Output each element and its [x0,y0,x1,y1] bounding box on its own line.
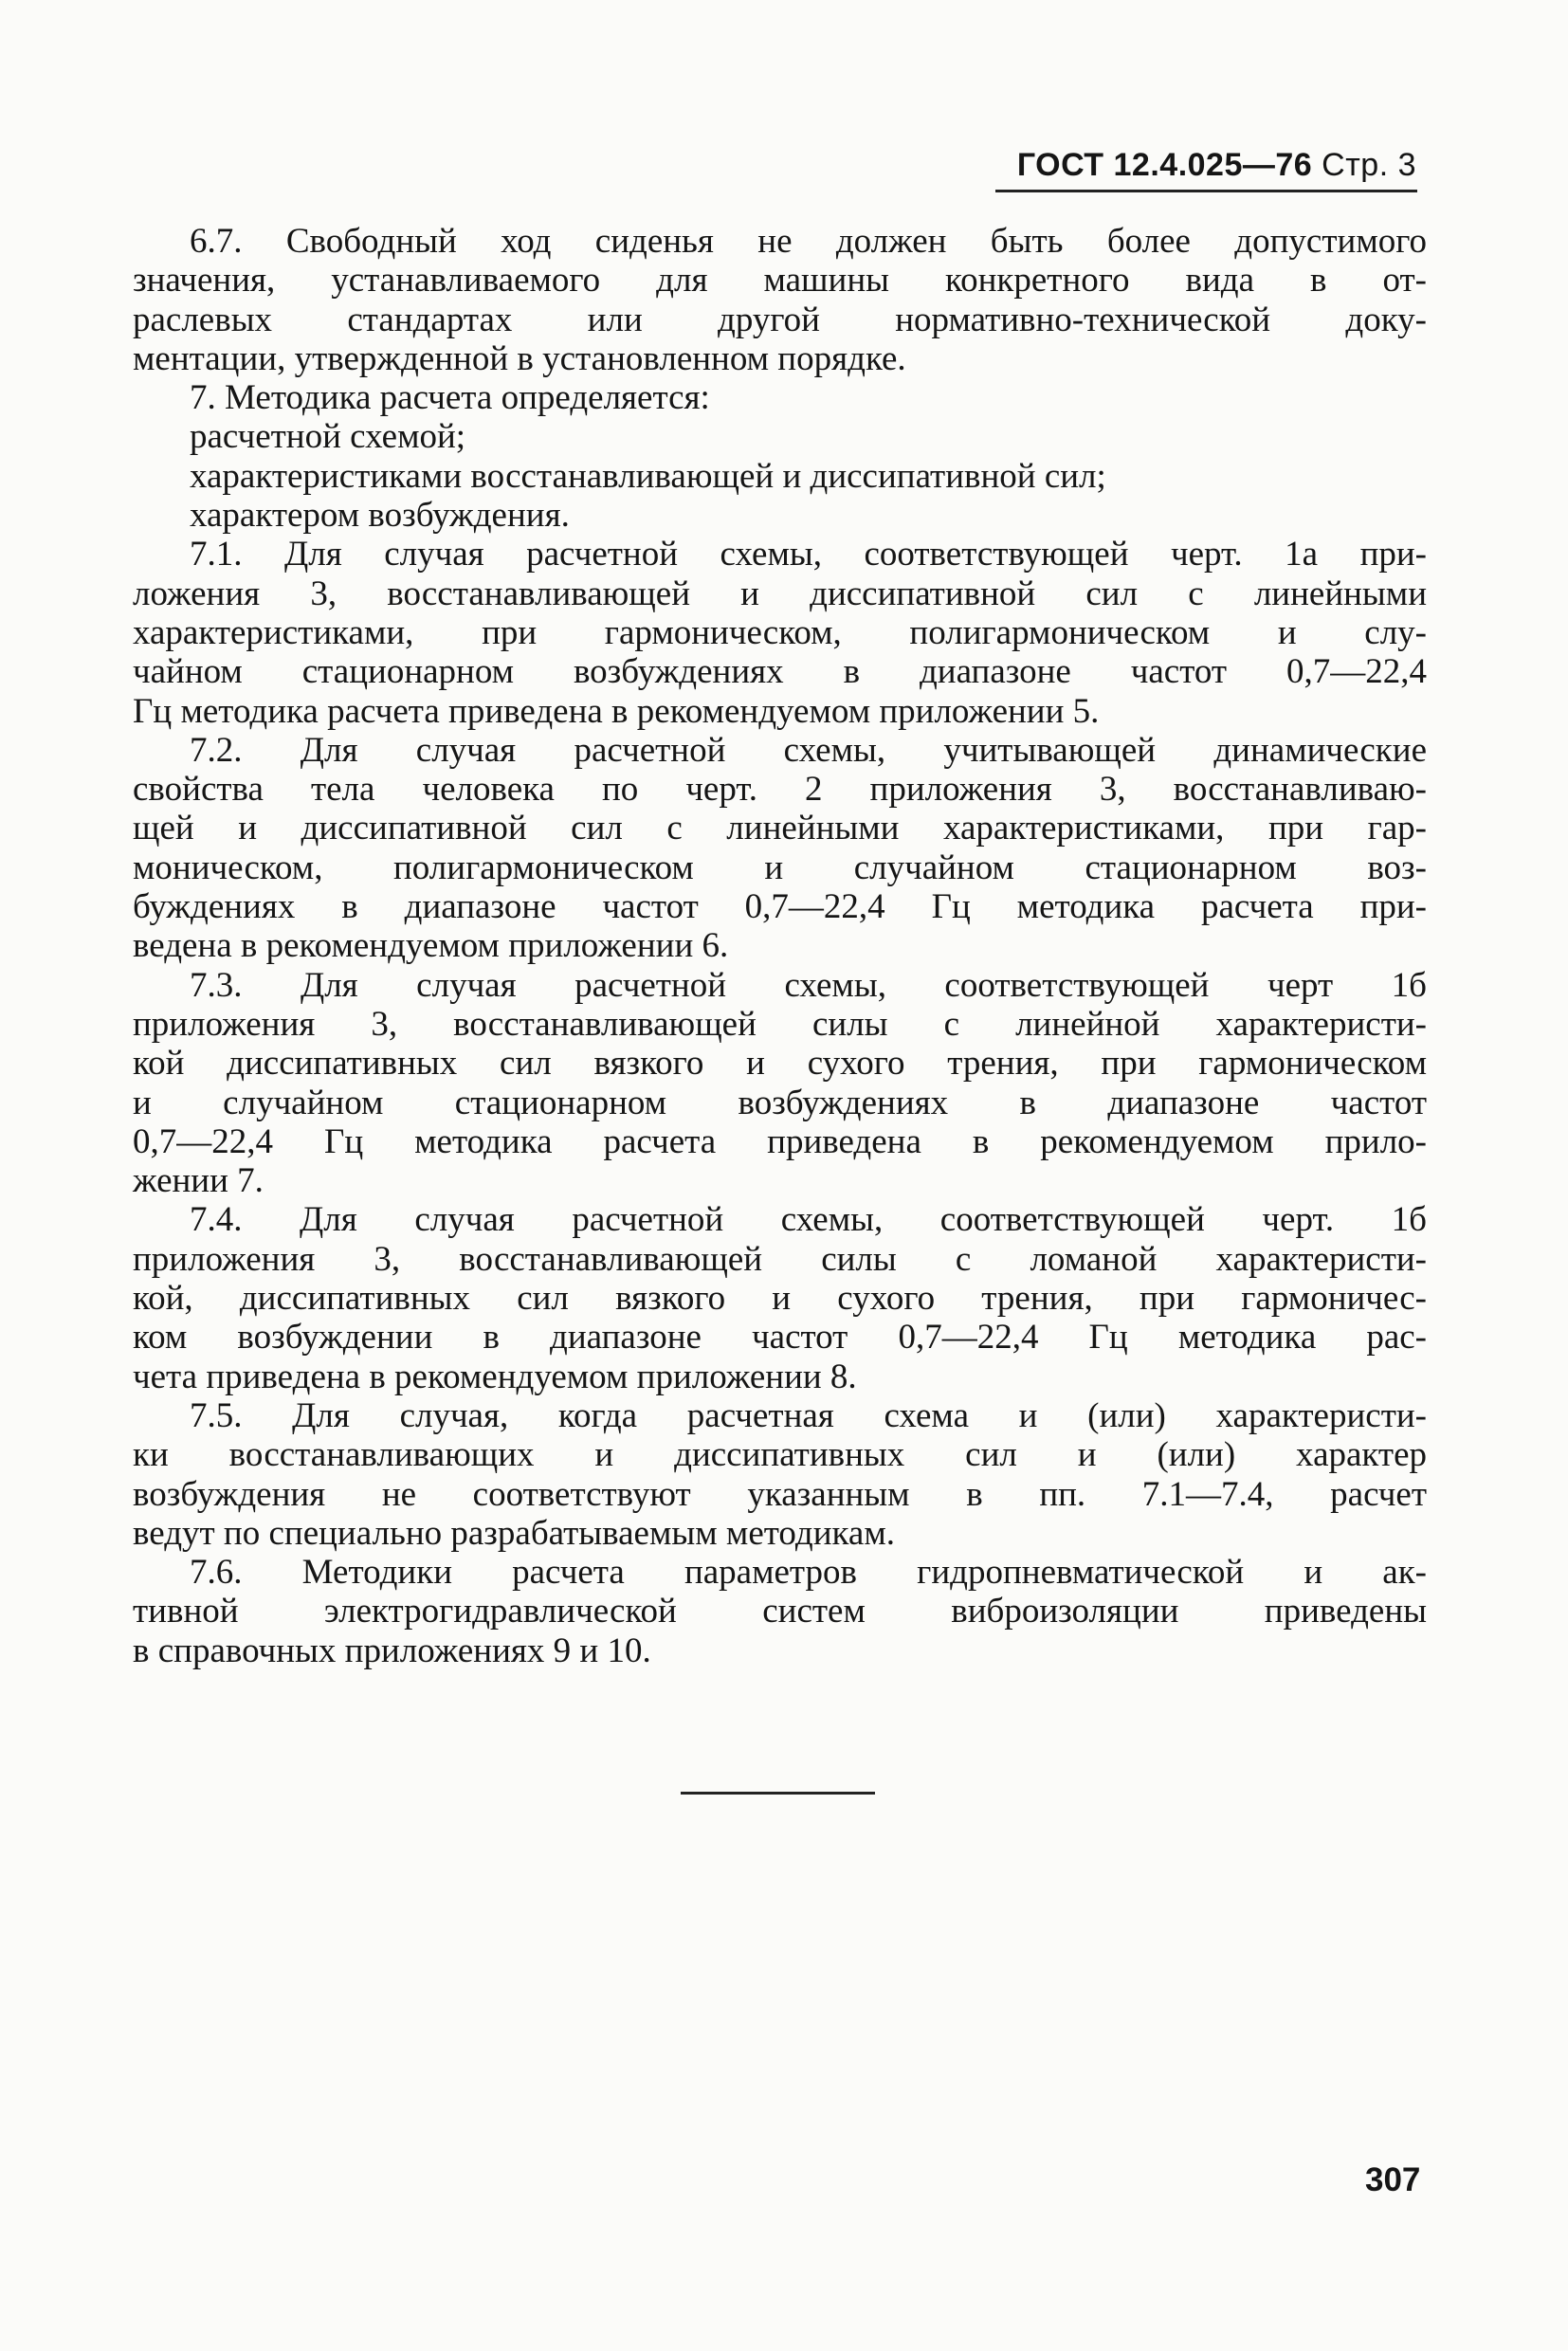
text-line: 0,7—22,4 Гц методика расчета приведена в рекомендуемом прило- [133,1121,1427,1161]
text-line: характеристиками восстанавливающей и диссипативной сил; [190,456,1106,496]
text-line: тивной электрогидравлической систем виброизоляции приведены [133,1592,1427,1631]
text-line: значения, устанавливаемого для машины конкретного вида в от- [133,261,1427,301]
text-line: 6.7. Свободный ход сиденья не должен быть более допустимого [190,222,1427,261]
section-end-rule [681,1792,875,1795]
text-line: свойства тела человека по черт. 2 приложения 3, восстанавливаю- [133,770,1427,810]
text-line: характером возбуждения. [190,496,570,536]
body-text [133,222,1427,1670]
text-line: ведена в рекомендуемом приложении 6. [133,926,729,966]
text-line: приложения 3, восстанавливающей силы с линейной характеристи- [133,1004,1427,1044]
document-header [1017,147,1416,184]
text-line: 7.3. Для случая расчетной схемы, соответствующей черт 1б [190,965,1427,1005]
text-line: кой, диссипативных сил вязкого и сухого трения, при гармоничес- [133,1279,1427,1319]
text-line: щей и диссипативной сил с линейными характеристиками, при гар- [133,809,1427,848]
text-line: ки восстанавливающих и диссипативных сил и (или) характер [133,1435,1427,1475]
text-line: 7.1. Для случая расчетной схемы, соответствующей черт. 1а при- [190,535,1427,574]
text-line: 7.2. Для случая расчетной схемы, учитывающей динамические [190,730,1427,770]
text-line: ведут по специально разрабатываемым методикам. [133,1513,895,1553]
text-line: ком возбуждении в диапазоне частот 0,7—22,4 Гц методика рас- [133,1318,1427,1358]
text-line: буждениях в диапазоне частот 0,7—22,4 Гц методика расчета при- [133,887,1427,927]
text-line: раслевых стандартах или другой нормативно-технической доку- [133,300,1427,339]
page-label: Стр. 3 [1322,147,1416,183]
standard-code: ГОСТ 12.4.025—76 [1016,147,1313,183]
text-line: 7. Методика расчета определяется: [190,378,710,418]
text-line: приложения 3, восстанавливающей силы с ломаной характеристи- [133,1239,1427,1279]
text-line: Гц методика расчета приведена в рекомендуемом приложении 5. [133,691,1100,731]
text-line: кой диссипативных сил вязкого и сухого трения, при гармоническом [133,1044,1427,1084]
text-line: и случайном стационарном возбуждениях в диапазоне частот [133,1083,1427,1122]
text-line: характеристиками, при гармоническом, полигармоническом и слу- [133,612,1427,652]
text-line: моническом, полигармоническом и случайном стационарном воз- [133,847,1427,887]
text-line: 7.5. Для случая, когда расчетная схема и (или) характеристи- [190,1395,1427,1435]
text-line: расчетной схемой; [190,417,466,457]
text-line: ложения 3, восстанавливающей и диссипативной сил с линейными [133,574,1427,613]
page-number: 307 [1365,2161,1421,2198]
text-line: ментации, утвержденной в установленном порядке. [133,338,906,378]
text-line: чайном стационарном возбуждениях в диапазоне частот 0,7—22,4 [133,652,1427,692]
text-line: 7.6. Методики расчета параметров гидропневматической и ак- [190,1553,1427,1593]
text-line: чета приведена в рекомендуемом приложении 8. [133,1357,857,1396]
header-rule [995,190,1417,192]
text-line: в справочных приложениях 9 и 10. [133,1631,651,1670]
text-line: 7.4. Для случая расчетной схемы, соответствующей черт. 1б [190,1200,1427,1240]
text-line: жении 7. [133,1161,264,1201]
text-line: возбуждения не соответствуют указанным в пп. 7.1—7.4, расчет [133,1474,1427,1514]
